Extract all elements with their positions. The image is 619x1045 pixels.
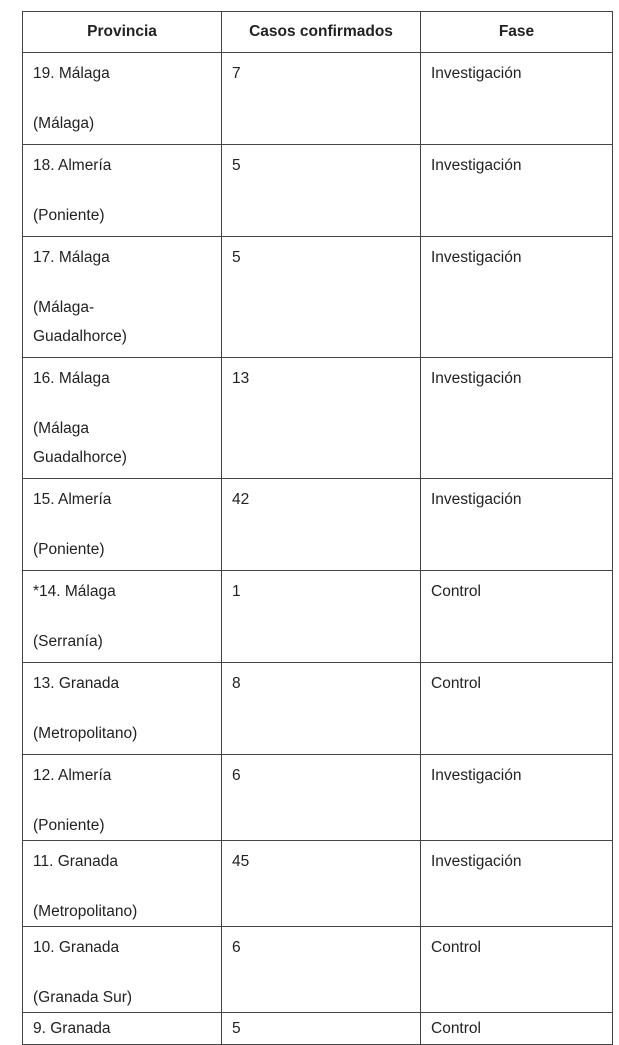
- fase-value: Control: [431, 583, 481, 600]
- table-row: [23, 1013, 613, 1045]
- provincia-zone: (Metropolitano): [33, 903, 138, 920]
- cell-fase: [421, 663, 613, 755]
- provincia-zone: (Poniente): [33, 817, 105, 834]
- cell-fase: [421, 1013, 613, 1045]
- table-row: [23, 145, 613, 237]
- table-header-row: [23, 12, 613, 53]
- cell-provincia: [23, 927, 222, 1013]
- cell-fase: [421, 755, 613, 841]
- provincia-name: 15. Almería: [33, 491, 112, 508]
- casos-value: 6: [232, 939, 241, 956]
- table-row: [23, 358, 613, 479]
- cell-fase: [421, 237, 613, 358]
- cell-fase: [421, 53, 613, 145]
- fase-value: Control: [431, 939, 481, 956]
- cell-provincia: [23, 755, 222, 841]
- table-row: [23, 755, 613, 841]
- provincia-zone: (Poniente): [33, 207, 105, 224]
- header-provincia: Provincia: [23, 12, 222, 53]
- cell-casos-confirmados: [222, 1013, 421, 1045]
- provincia-name: *14. Málaga: [33, 583, 116, 600]
- provincia-zone: (Serranía): [33, 633, 103, 650]
- provincia-name: 11. Granada: [33, 853, 119, 870]
- provincia-zone: (Granada Sur): [33, 989, 133, 1006]
- cell-casos-confirmados: [222, 571, 421, 663]
- cell-provincia: [23, 1013, 222, 1045]
- casos-value: 45: [232, 853, 250, 870]
- provincia-name: 9. Granada: [33, 1020, 111, 1037]
- fase-value: Investigación: [431, 65, 522, 82]
- fase-value: Control: [431, 1020, 481, 1037]
- cell-casos-confirmados: [222, 841, 421, 927]
- header-fase: Fase: [421, 12, 613, 53]
- provincia-zone: (Málaga Guadalhorce): [33, 420, 127, 466]
- cell-provincia: [23, 145, 222, 237]
- provincia-name: 10. Granada: [33, 939, 120, 956]
- casos-value: 8: [232, 675, 241, 692]
- table-row: [23, 237, 613, 358]
- header-casos-confirmados: Casos confirmados: [222, 12, 421, 53]
- cell-casos-confirmados: [222, 358, 421, 479]
- cell-fase: [421, 145, 613, 237]
- cell-fase: [421, 927, 613, 1013]
- provincia-zone: (Málaga- Guadalhorce): [33, 299, 127, 345]
- cell-fase: [421, 571, 613, 663]
- cell-casos-confirmados: [222, 927, 421, 1013]
- provincia-name: 12. Almería: [33, 767, 112, 784]
- fase-value: Investigación: [431, 853, 522, 870]
- table-row: [23, 53, 613, 145]
- table-row: [23, 663, 613, 755]
- fase-value: Investigación: [431, 157, 522, 174]
- casos-value: 7: [232, 65, 241, 82]
- provincia-name: 13. Granada: [33, 675, 120, 692]
- cell-casos-confirmados: [222, 53, 421, 145]
- cell-fase: [421, 358, 613, 479]
- casos-value: 5: [232, 249, 241, 266]
- cell-fase: [421, 841, 613, 927]
- cell-casos-confirmados: [222, 145, 421, 237]
- cell-provincia: [23, 237, 222, 358]
- fase-value: Investigación: [431, 249, 522, 266]
- casos-value: 13: [232, 370, 250, 387]
- cell-provincia: [23, 53, 222, 145]
- cell-provincia: [23, 479, 222, 571]
- outbreaks-table-container: [22, 11, 612, 1045]
- cell-provincia: [23, 841, 222, 927]
- cell-provincia: [23, 663, 222, 755]
- cell-casos-confirmados: [222, 755, 421, 841]
- provincia-zone: (Poniente): [33, 541, 105, 558]
- table-row: [23, 479, 613, 571]
- cell-provincia: [23, 358, 222, 479]
- casos-value: 42: [232, 491, 250, 508]
- fase-value: Investigación: [431, 767, 522, 784]
- table-row: [23, 841, 613, 927]
- provincia-zone: (Málaga): [33, 115, 95, 132]
- outbreaks-table: [22, 11, 613, 1045]
- casos-value: 1: [232, 583, 241, 600]
- cell-fase: [421, 479, 613, 571]
- provincia-zone: (Metropolitano): [33, 725, 138, 742]
- cell-casos-confirmados: [222, 479, 421, 571]
- provincia-name: 17. Málaga: [33, 249, 110, 266]
- cell-casos-confirmados: [222, 237, 421, 358]
- provincia-name: 16. Málaga: [33, 370, 110, 387]
- table-row: [23, 927, 613, 1013]
- cell-provincia: [23, 571, 222, 663]
- casos-value: 5: [232, 1020, 241, 1037]
- fase-value: Investigación: [431, 370, 522, 387]
- fase-value: Control: [431, 675, 481, 692]
- casos-value: 5: [232, 157, 241, 174]
- provincia-name: 19. Málaga: [33, 65, 110, 82]
- fase-value: Investigación: [431, 491, 522, 508]
- cell-casos-confirmados: [222, 663, 421, 755]
- casos-value: 6: [232, 767, 241, 784]
- table-row: [23, 571, 613, 663]
- provincia-name: 18. Almería: [33, 157, 112, 174]
